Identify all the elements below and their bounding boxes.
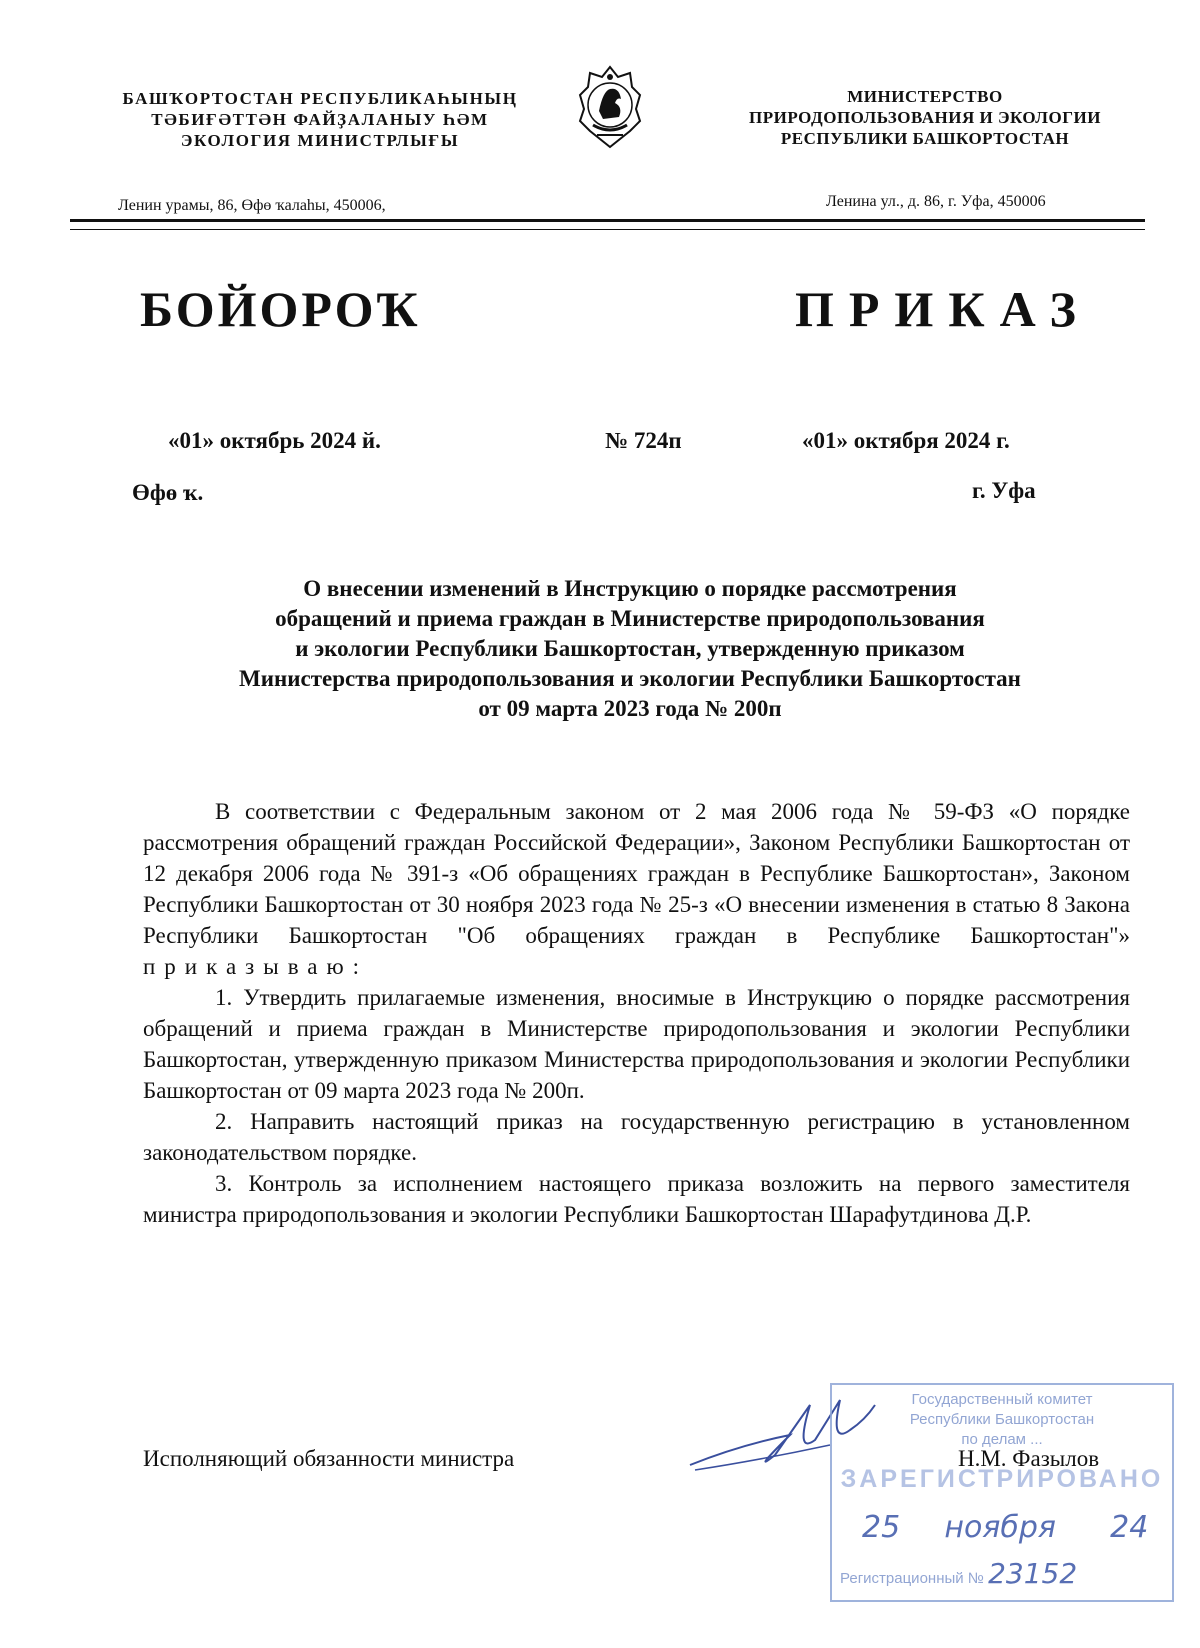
- title-line: Министерства природопользования и экологии Республики Башкортостан: [239, 666, 1021, 691]
- stamp-reg-number: 23152: [988, 1557, 1078, 1590]
- stamp-date-month: ноября: [944, 1510, 1056, 1545]
- stamp-registered: ЗАРЕГИСТРИРОВАНО: [840, 1465, 1164, 1493]
- date-bashkir: «01» октябрь 2024 й.: [168, 428, 381, 453]
- header-left-line-3: ЭКОЛОГИЯ МИНИСТРЛЫҒЫ: [180, 131, 460, 150]
- order-item-2: 2. Направить настоящий приказ на государственную регистрацию в установленном законодательством порядке.: [143, 1109, 1130, 1165]
- title-line: обращений и приема граждан в Министерстве природопользования: [275, 606, 985, 631]
- stamp-line-1: Государственный комитет: [911, 1391, 1093, 1408]
- document-body: [143, 796, 1130, 1230]
- coat-of-arms-icon: [577, 63, 643, 158]
- signatory-name: Н.М. Фазылов: [958, 1446, 1100, 1471]
- order-item-1: 1. Утвердить прилагаемые изменения, вносимые в Инструкцию о порядке рассмотрения обращений и приема граждан в Министерстве природопользования и экологии Республики Башкортостан, утвержденную приказом Министерства природопользования и экологии Республики Башкортостан от 09 марта 2023 года № 200п.: [143, 985, 1130, 1103]
- header-left-org: [60, 88, 580, 151]
- order-item-3: 3. Контроль за исполнением настоящего приказа возложить на первого заместителя министра природопользования и экологии Республики Башкортостан Шарафутдинова Д.Р.: [143, 1171, 1130, 1227]
- stamp-reg-label: Регистрационный №: [840, 1570, 984, 1587]
- address-right: Ленина ул., д. 86, г. Уфа, 450006: [826, 193, 1046, 210]
- header-left-line-1: БАШҠОРТОСТАН РЕСПУБЛИКАҺЫНЫҢ: [122, 89, 518, 108]
- stamp-line-3: по делам ...: [961, 1431, 1043, 1448]
- city-bashkir: Өфө ҡ.: [132, 480, 204, 505]
- stamp-reg-row: [832, 1557, 1180, 1590]
- header-divider-thick: [70, 219, 1145, 222]
- signatory-position: Исполняющий обязанности министра: [143, 1446, 515, 1471]
- order-word: приказываю:: [143, 954, 369, 979]
- title-line: и экологии Республики Башкортостан, утвержденную приказом: [295, 636, 965, 661]
- stamp-date-year: 24: [1110, 1510, 1149, 1545]
- header-right-line-3: РЕСПУБЛИКИ БАШКОРТОСТАН: [780, 129, 1070, 148]
- address-left: Ленин урамы, 86, Өфө ҡалаһы, 450006,: [118, 197, 386, 214]
- document-title: [140, 574, 1120, 724]
- stamp-line-2: Республики Башкортостан: [909, 1411, 1095, 1428]
- header-right-line-1: МИНИСТЕРСТВО: [847, 87, 1003, 106]
- header-right-line-2: ПРИРОДОПОЛЬЗОВАНИЯ И ЭКОЛОГИИ: [749, 108, 1101, 127]
- stamp-date: [832, 1510, 1200, 1545]
- header-left-line-2: ТӘБИҒӘТТӘН ФАЙҘАЛАНЫУ ҺӘМ: [151, 110, 489, 129]
- stamp-date-day: 25: [862, 1510, 901, 1545]
- registration-stamp: [830, 1383, 1174, 1602]
- doc-type-bashkir: БОЙОРОҠ: [140, 281, 421, 337]
- title-line: О внесении изменений в Инструкцию о порядке рассмотрения: [303, 576, 957, 601]
- title-line: от 09 марта 2023 года № 200п: [478, 696, 782, 721]
- date-russian: «01» октября 2024 г.: [802, 428, 1010, 453]
- preamble-paragraph: [143, 796, 1130, 982]
- doc-type-russian: ПРИКАЗ: [795, 281, 1091, 337]
- city-russian: г. Уфа: [972, 478, 1036, 503]
- preamble-text: В соответствии с Федеральным законом от 2 мая 2006 года № 59-ФЗ «О порядке рассмотрения обращений граждан Российской Федерации», Законом Республики Башкортостан от 12 декабря 2006 года № 391-з «Об обращениях граждан в Республике Башкортостан», Законом Республики Башкортостан от 30 ноября 2023 года № 25-з «О внесении изменения в статью 8 Закона Республики Башкортостан "Об обращениях граждан в Республике Башкортостан"»: [143, 799, 1130, 948]
- header-divider-thin: [70, 229, 1145, 230]
- order-number: № 724п: [605, 428, 682, 453]
- header-right-org: [715, 86, 1135, 149]
